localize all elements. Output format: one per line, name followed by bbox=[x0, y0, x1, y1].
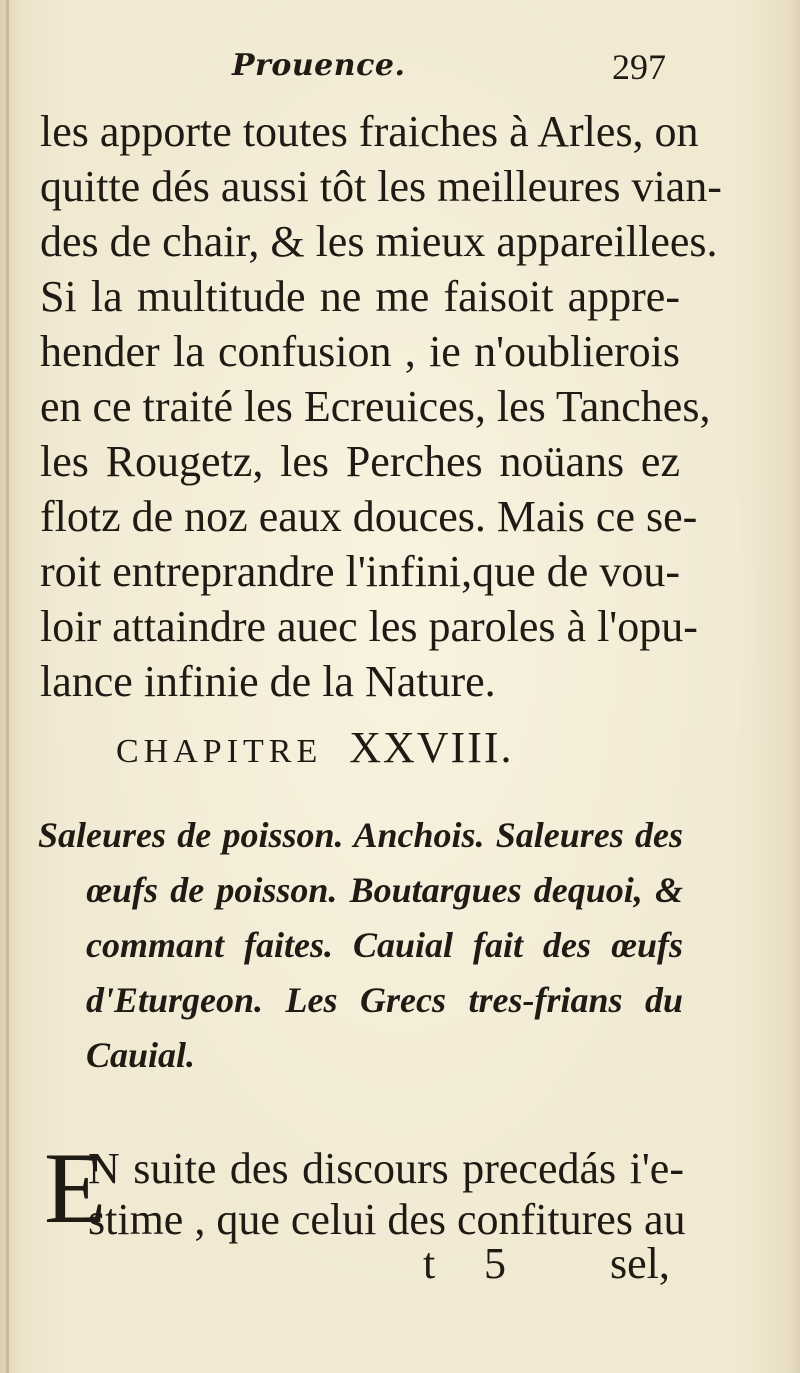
opening-paragraph bbox=[44, 1132, 686, 1245]
running-head: Prouence. bbox=[232, 48, 406, 83]
text-line: flotz de noz eaux douces. Mais ce se- bbox=[40, 492, 698, 541]
text-line: quitte dés aussi tôt les meilleures vian- bbox=[40, 162, 722, 211]
text-line: Si la multitude ne me faisoit appre- bbox=[40, 272, 680, 321]
text-line: roit entreprandre l'infini,que de vou- bbox=[40, 547, 680, 596]
summary-line: Cauial. bbox=[86, 1035, 196, 1075]
chapter-word: CHAPITRE bbox=[116, 733, 323, 770]
text-line: les apporte toutes fraiches à Arles, on bbox=[40, 107, 699, 156]
summary-line: Saleures de poisson. Anchois. Saleures des bbox=[38, 815, 683, 855]
signature-letter: t bbox=[423, 1239, 436, 1288]
signature-number: 5 bbox=[484, 1239, 506, 1288]
summary-line: d'Eturgeon. Les Grecs tres-frians du bbox=[86, 980, 683, 1020]
page-number: 297 bbox=[612, 47, 666, 87]
text-line: des de chair, & les mieux appareillees. bbox=[40, 217, 718, 266]
text-line: les Rougetz, les Perches noüans ez bbox=[40, 437, 680, 486]
drop-cap: E bbox=[44, 1132, 107, 1245]
opening-line: N suite des discours precedás i'e- bbox=[88, 1144, 684, 1193]
chapter-number: XXVIII. bbox=[349, 723, 514, 772]
chapter-summary bbox=[38, 808, 683, 1083]
chapter-heading bbox=[116, 722, 514, 773]
text-line: lance infinie de la Nature. bbox=[40, 657, 496, 706]
page-footer bbox=[0, 1238, 800, 1298]
page-gutter-shadow bbox=[6, 0, 9, 1373]
opening-line: stime , que celui des confitures au bbox=[88, 1195, 686, 1244]
text-line: hender la confusion , ie n'oublierois bbox=[40, 327, 680, 376]
body-paragraph bbox=[40, 104, 722, 709]
summary-line: œufs de poisson. Boutargues dequoi, & bbox=[86, 870, 683, 910]
text-line: en ce traité les Ecreuices, les Tanches, bbox=[40, 382, 711, 431]
page-header bbox=[0, 48, 800, 98]
summary-line: commant faites. Cauial fait des œufs bbox=[86, 925, 683, 965]
catchword: sel, bbox=[610, 1239, 670, 1288]
text-line: loir attaindre auec les paroles à l'opu- bbox=[40, 602, 698, 651]
